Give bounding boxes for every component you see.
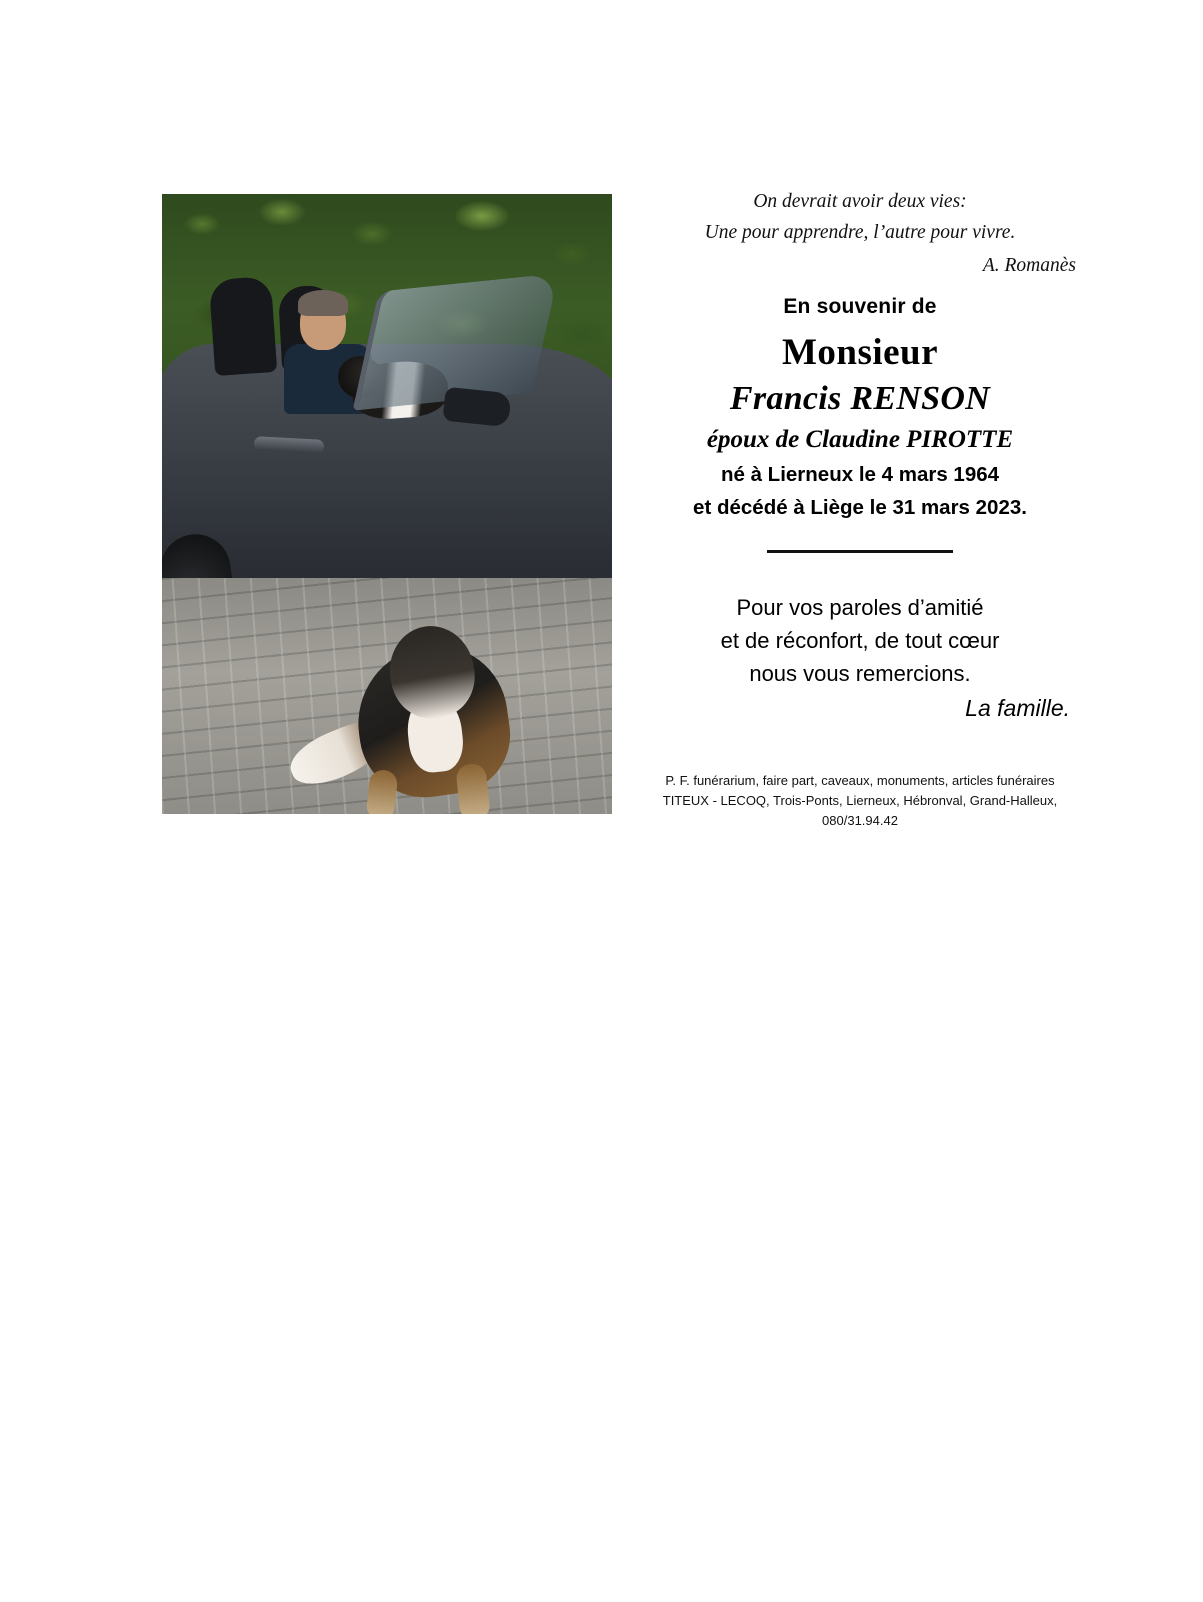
thanks-line-2: et de réconfort, de tout cœur <box>720 628 1000 653</box>
in-memory-of-label: En souvenir de <box>783 295 937 318</box>
funeral-home-footer <box>640 771 1080 831</box>
man-hair <box>298 290 348 316</box>
quotation-author: A. Romanès <box>982 255 1076 276</box>
thanks-line-3: nous vous remercions. <box>749 661 971 686</box>
thanks-message <box>640 591 1080 725</box>
standing-dog-leg-left <box>365 769 398 814</box>
footer-line-2: TITEUX - LECOQ, Trois-Ponts, Lierneux, Hébronval, Grand-Halleux, 080/31.94.42 <box>662 793 1058 828</box>
car-side-mirror <box>442 387 511 428</box>
quotation-line-2: Une pour apprendre, l’autre pour vivre. <box>704 222 1016 243</box>
thanks-line-1: Pour vos paroles d’amitié <box>736 595 984 620</box>
section-divider <box>767 550 953 553</box>
car-seat-left <box>209 276 278 376</box>
memorial-text-column <box>640 186 1080 831</box>
quotation-line-1: On devrait avoir deux vies: <box>753 191 967 212</box>
quotation <box>640 186 1080 281</box>
memorial-photo <box>162 194 612 814</box>
spouse-line: époux de Claudine PIROTTE <box>706 426 1014 453</box>
birth-line: né à Lierneux le 4 mars 1964 <box>720 463 1000 486</box>
photo-scene <box>162 194 612 814</box>
death-line: et décédé à Liège le 31 mars 2023. <box>693 496 1027 519</box>
footer-line-1: P. F. funérarium, faire part, caveaux, monuments, articles funéraires <box>665 773 1055 788</box>
thanks-signature: La famille. <box>965 695 1070 721</box>
deceased-name: Francis RENSON <box>729 380 991 417</box>
honorific-title: Monsieur <box>781 332 939 373</box>
